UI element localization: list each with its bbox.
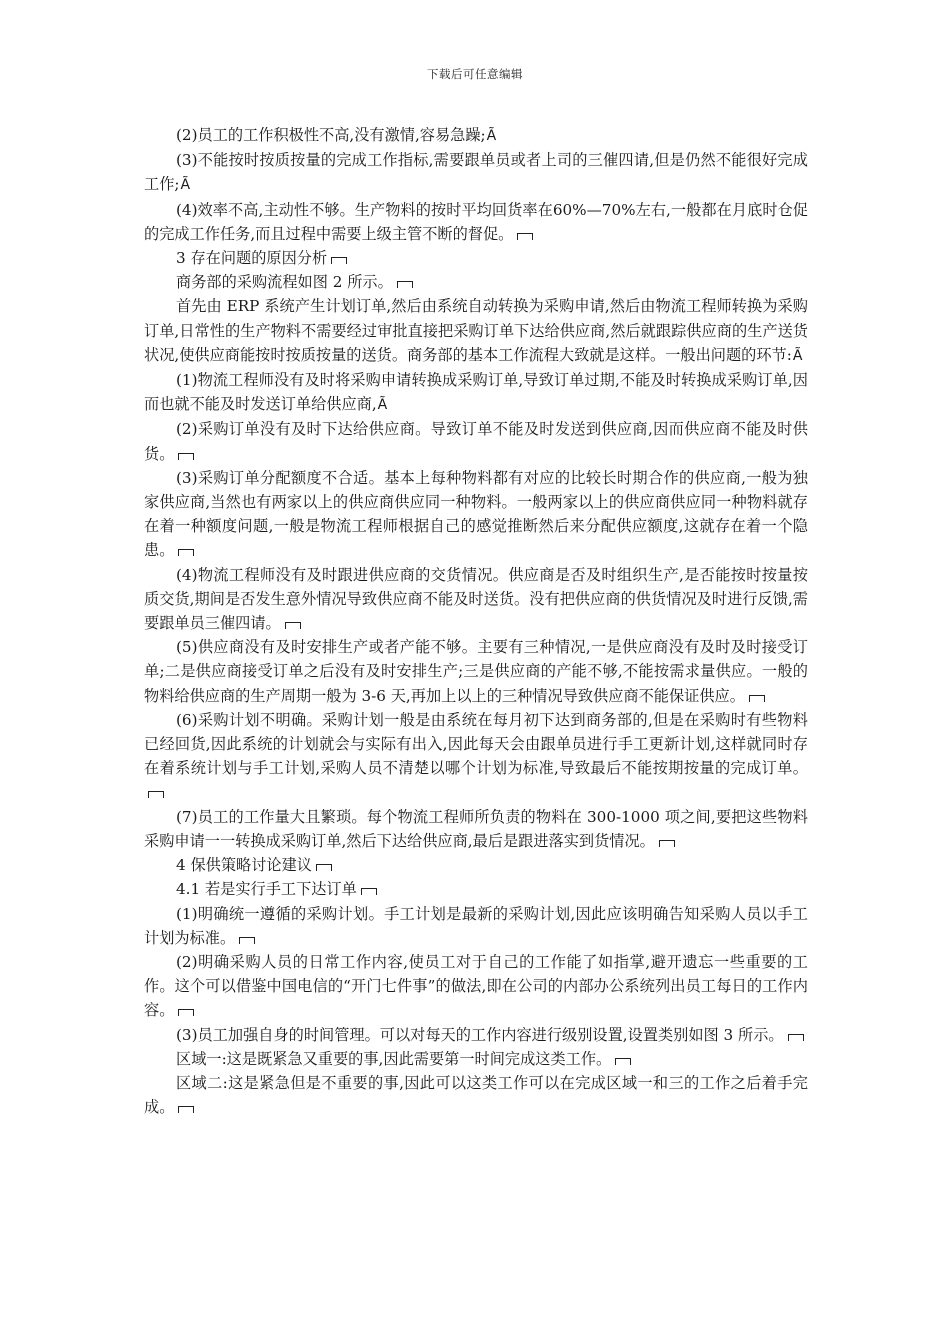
paragraph <box>144 466 808 563</box>
paragraph-end-mark: Ã <box>792 347 803 364</box>
paragraph-text: 商务部的采购流程如图 2 所示。 <box>176 273 393 292</box>
paragraph-end-bracket-icon <box>397 281 413 288</box>
paragraph-text: (4)效率不高,主动性不够。生产物料的按时平均回货率在60%—70%左右,一般都在月底时仓促的完成工作任务,而且过程中需要上级主管不断的督促。 <box>144 200 808 243</box>
paragraph-end-bracket-icon <box>331 257 347 264</box>
paragraph-text: 首先由 ERP 系统产生计划订单,然后由系统自动转换为采购申请,然后由物流工程师转换为采购订单,日常性的生产物料不需要经过审批直接把采购订单下达给供应商,然后就跟踪供应商的生产送货状况,使供应商能按时按质按量的送货。商务部的基本工作流程大致就是这样。一般出问题的环节: <box>144 297 808 364</box>
paragraph-text: (2)明确采购人员的日常工作内容,使员工对于自己的工作能了如指掌,避开遗忘一些重要的工作。这个可以借鉴中国电信的“开门七件事”的做法,即在公司的内部办公系统列出员工每日的工作内容。 <box>144 952 808 1020</box>
paragraph-end-bracket-icon <box>178 549 194 556</box>
paragraph-end-mark: Ã <box>486 128 497 144</box>
paragraph-end-bracket-icon <box>615 1058 631 1065</box>
paragraph <box>144 950 808 1023</box>
paragraph <box>144 148 808 197</box>
paragraph <box>144 805 808 853</box>
paragraph-end-bracket-icon <box>148 791 164 798</box>
paragraph-end-bracket-icon <box>361 888 377 895</box>
paragraph <box>144 1023 808 1047</box>
paragraph-end-mark: Ã <box>377 397 388 414</box>
paragraph-text: 区域一:这是既紧急又重要的事,因此需要第一时间完成这类工作。 <box>176 1049 612 1068</box>
paragraph-end-bracket-icon <box>239 937 255 944</box>
document-body <box>144 123 808 1119</box>
page-header: 下载后可任意编辑 <box>427 67 523 81</box>
paragraph-end-bracket-icon <box>749 695 765 702</box>
paragraph-text: 3 存在问题的原因分析 <box>176 249 328 268</box>
paragraph-text: (1)物流工程师没有及时将采购申请转换成采购订单,导致订单过期,不能及时转换成采购订单,因而也就不能及时发送订单给供应商, <box>144 371 808 414</box>
paragraph-text: 4.1 若是实行手工下达订单 <box>176 880 357 899</box>
paragraph-text: 区域二:这是紧急但是不重要的事,因此可以这类工作可以在完成区域一和三的工作之后着手完成。 <box>144 1073 808 1117</box>
paragraph-end-bracket-icon <box>788 1034 804 1041</box>
paragraph <box>144 1071 808 1119</box>
paragraph <box>144 246 808 270</box>
paragraph-text: (3)不能按时按质按量的完成工作指标,需要跟单员或者上司的三催四请,但是仍然不能很好完成工作; <box>144 151 808 194</box>
paragraph <box>144 563 808 636</box>
paragraph <box>144 198 808 246</box>
paragraph-end-bracket-icon <box>178 1009 194 1016</box>
paragraph-end-bracket-icon <box>178 453 194 460</box>
paragraph-text: (1)明确统一遵循的采购计划。手工计划是最新的采购计划,因此应该明确告知采购人员以手工计划为标准。 <box>144 904 808 947</box>
paragraph <box>144 902 808 950</box>
paragraph-text: (3)采购订单分配额度不合适。基本上每种物料都有对应的比较长时期合作的供应商,一般为独家供应商,当然也有两家以上的供应商供应同一种物料。一般两家以上的供应商供应同一种物料就存在着一种额度问题,一般是物流工程师根据自己的感觉推断然后来分配供应额度,这就存在着一个隐患。 <box>144 468 808 560</box>
paragraph <box>144 270 808 294</box>
paragraph-end-bracket-icon <box>285 622 301 629</box>
paragraph-text: (2)员工的工作积极性不高,没有激情,容易急躁; <box>176 126 486 144</box>
paragraph-text: (5)供应商没有及时安排生产或者产能不够。主要有三种情况,一是供应商没有及时及时接受订单;二是供应商接受订单之后没有及时安排生产;三是供应商的产能不够,不能按需求量供应。一般的物料给供应商的生产周期一般为 3-6 天,再加上以上的三种情况导致供应商不能保证供应。 <box>144 638 808 705</box>
paragraph-text: (4)物流工程师没有及时跟进供应商的交货情况。供应商是否及时组织生产,是否能按时按量按质交货,期间是否发生意外情况导致供应商不能及时送货。没有把供应商的供货情况及时进行反馈,需要跟单员三催四请。 <box>144 565 808 633</box>
paragraph-end-bracket-icon <box>178 1106 194 1113</box>
paragraph <box>144 877 808 901</box>
paragraph <box>144 368 808 417</box>
paragraph <box>144 708 808 805</box>
paragraph <box>144 417 808 465</box>
paragraph-end-bracket-icon <box>517 233 533 240</box>
paragraph <box>144 1047 808 1071</box>
paragraph <box>144 123 808 148</box>
paragraph <box>144 635 808 708</box>
paragraph-end-mark: Ã <box>180 177 191 194</box>
paragraph-text: 4 保供策略讨论建议 <box>176 856 312 875</box>
paragraph-end-bracket-icon <box>316 864 332 871</box>
paragraph-text: (7)员工的工作量大且繁琐。每个物流工程师所负责的物料在 300-1000 项之间,要把这些物料采购申请一一转换成采购订单,然后下达给供应商,最后是跟进落实到货情况。 <box>144 807 808 850</box>
paragraph-text: (6)采购计划不明确。采购计划一般是由系统在每月初下达到商务部的,但是在采购时有些物料已经回货,因此系统的计划就会与实际有出入,因此每天会由跟单员进行手工更新计划,这样就同时存在着系统计划与手工计划,采购人员不清楚以哪个计划为标准,导致最后不能按期按量的完成订单。 <box>144 710 808 778</box>
paragraph-text: (2)采购订单没有及时下达给供应商。导致订单不能及时发送到供应商,因而供应商不能及时供货。 <box>144 420 808 463</box>
paragraph <box>144 853 808 877</box>
paragraph <box>144 294 808 368</box>
paragraph-end-bracket-icon <box>659 840 675 847</box>
paragraph-text: (3)员工加强自身的时间管理。可以对每天的工作内容进行级别设置,设置类别如图 3 所示。 <box>176 1025 784 1044</box>
